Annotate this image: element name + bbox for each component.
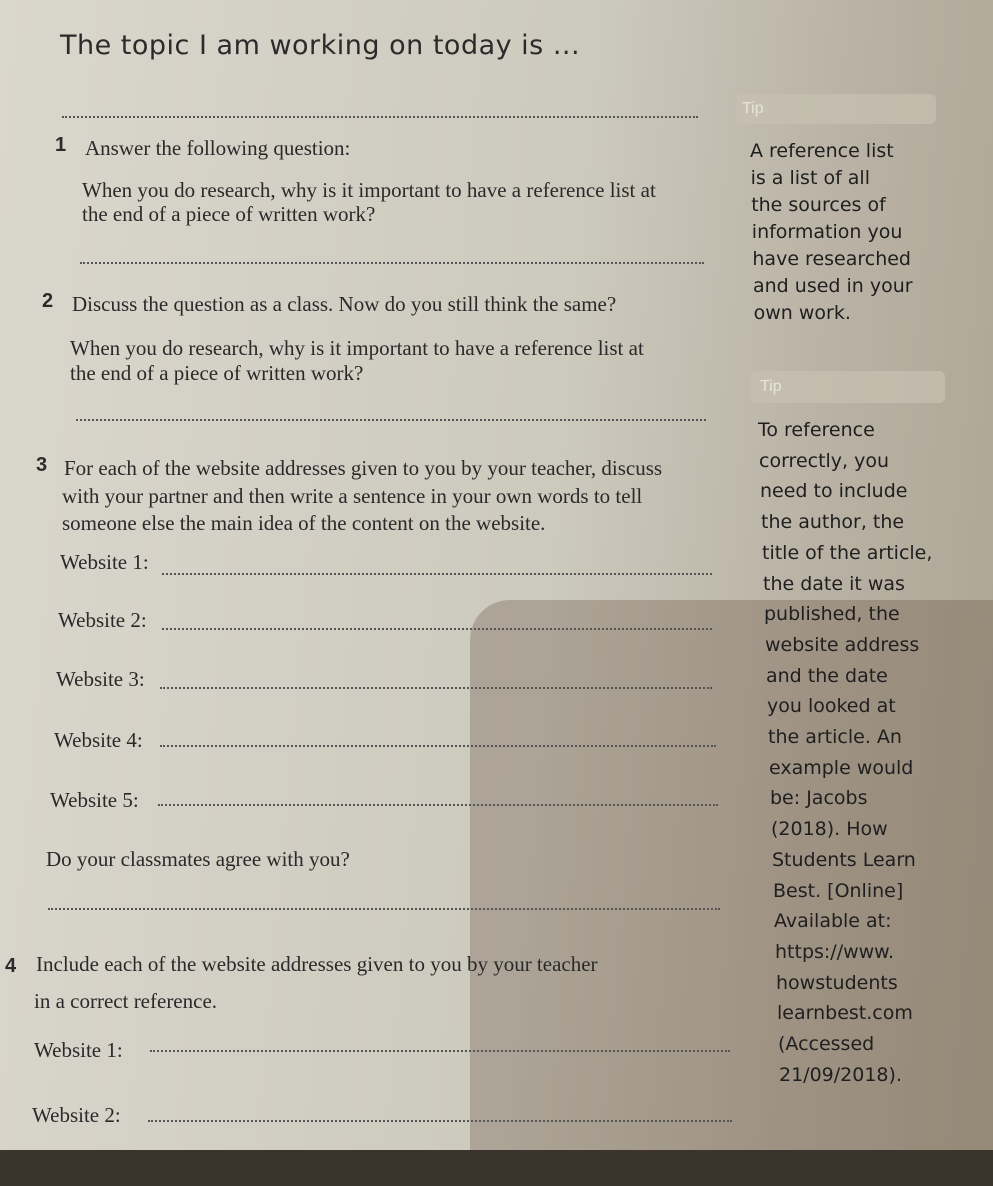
section1-number: 1 [55,134,67,156]
s4-website2-line[interactable] [148,1120,732,1122]
tip2-line: published, the [764,603,900,626]
tip1-line: and used in your [753,275,913,297]
tip2-tag: Tip [760,378,782,395]
s3-website4-label: Website 4: [54,728,143,752]
section3-line2: with your partner and then write a sentence in your own words to tell [62,484,643,508]
tip2-line: (2018). How [771,818,888,841]
section3-line1: For each of the website addresses given to you by your teacher, discuss [64,456,663,480]
section2-answer-line[interactable] [76,419,706,421]
section1-answer-line[interactable] [80,262,704,264]
s3-website2-line[interactable] [162,628,712,630]
tip2-line: https://www. [775,940,895,963]
section4-line1: Include each of the website addresses given to you by your teacher [36,952,598,976]
section3-line3: someone else the main idea of the content on the website. [62,511,546,535]
tip2-line: the date it was [763,572,905,595]
s3-website1-line[interactable] [162,573,712,575]
tip1-line: A reference list [750,140,894,162]
tip1-line: information you [751,221,903,243]
tip2-line: 21/09/2018). [779,1063,902,1086]
tip2-line: Students Learn [772,848,916,871]
tip1-tag: Tip [742,100,764,117]
section2-question-line2: the end of a piece of written work? [70,361,364,385]
page-bottom-edge [0,1150,993,1186]
topic-heading: The topic I am working on today is ... [60,30,581,61]
topic-answer-line[interactable] [62,116,698,118]
tip2-line: example would [769,756,914,779]
s4-website1-label: Website 1: [34,1038,123,1062]
s3-website5-label: Website 5: [50,788,139,812]
shadow-area [470,600,993,1150]
section1-question-line2: the end of a piece of written work? [82,202,376,226]
tip2-line: you looked at [767,695,896,718]
s3-website5-line[interactable] [158,804,718,806]
tip2-line: website address [765,633,920,656]
s3-website3-label: Website 3: [56,667,145,691]
tip2-line: howstudents [776,971,898,994]
section2-number: 2 [42,290,54,312]
agree-answer-line[interactable] [48,908,720,910]
section1-instruction: Answer the following question: [85,136,351,160]
section1-question-line1: When you do research, why is it important to have a reference list at [82,178,656,202]
section3-number: 3 [36,454,48,476]
tip2-line: correctly, you [759,449,890,472]
tip2-line: Best. [Online] [773,879,904,902]
tip2-line: and the date [766,664,888,687]
tip2-line: Available at: [774,910,892,933]
tip2-line: the article. An [768,726,902,748]
s3-website1-label: Website 1: [60,550,149,574]
tip1-line: is a list of all [750,167,870,189]
s3-website3-line[interactable] [160,687,712,689]
s3-website2-label: Website 2: [58,608,147,632]
tip1-line: have researched [752,248,911,270]
section2-question-line1: When you do research, why is it important to have a reference list at [70,336,644,360]
section4-line2: in a correct reference. [34,989,218,1013]
s3-website4-line[interactable] [160,745,716,747]
section2-instruction: Discuss the question as a class. Now do you still think the same? [72,292,617,316]
tip1-line: the sources of [751,194,886,216]
tip2-line: title of the article, [762,541,933,564]
tip2-line: (Accessed [778,1033,875,1055]
tip1-line: own work. [753,302,851,324]
tip1-header-box [736,94,936,124]
section4-number: 4 [5,955,17,977]
tip2-line: be: Jacobs [770,787,868,810]
tip2-line: need to include [760,480,908,503]
tip2-line: the author, the [761,511,905,534]
agree-question: Do your classmates agree with you? [46,847,350,871]
tip2-line: learnbest.com [777,1002,913,1025]
s4-website2-label: Website 2: [32,1103,121,1127]
tip2-line: To reference [758,419,875,441]
s4-website1-line[interactable] [150,1050,730,1052]
